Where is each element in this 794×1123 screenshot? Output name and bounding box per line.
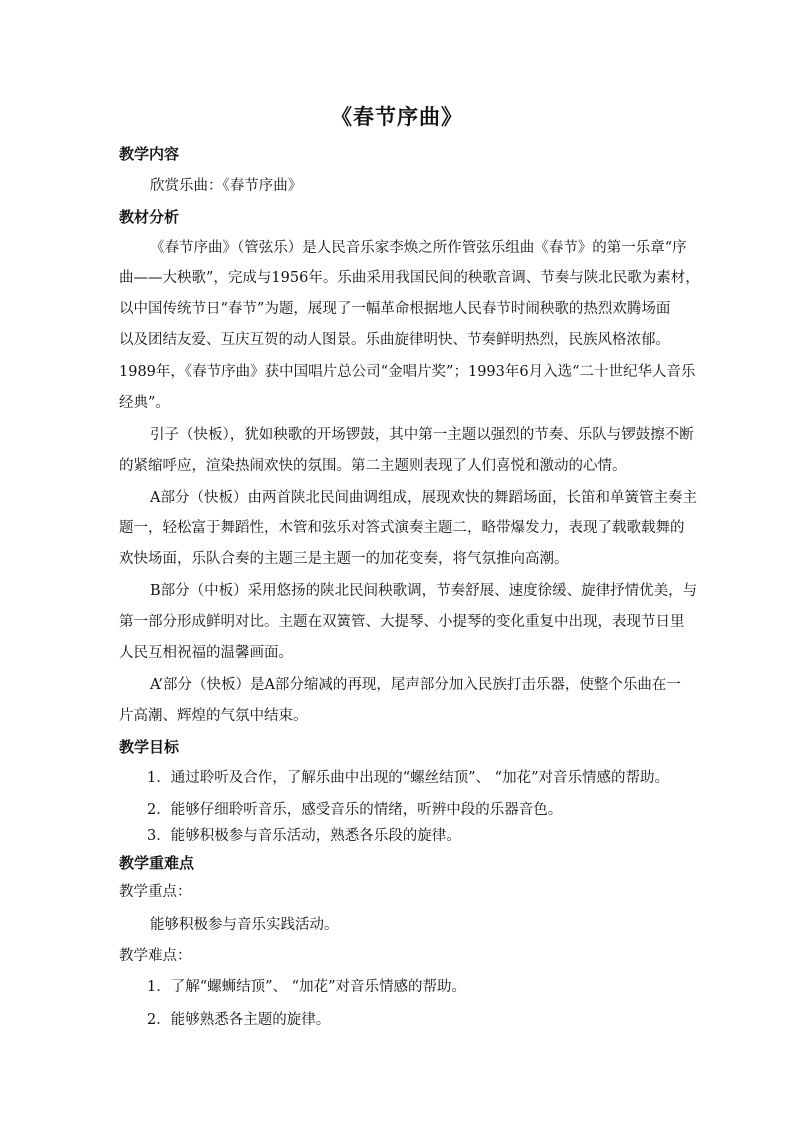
goal-3: 3．能够积极参与音乐活动，熟悉各乐段的旋律。	[147, 828, 461, 844]
analysis-p4-line1: B部分（中板）采用悠扬的陕北民间秧歌调，节奏舒展、速度徐缓、旋律抒情优美，与	[150, 583, 698, 599]
difficulty-2: 2．能够熟悉各主题的旋律。	[147, 1012, 331, 1028]
analysis-p5-line2: 片高潮、辉煌的气氛中结束。	[119, 708, 308, 724]
analysis-p2-line1: 引子（快板），犹如秧歌的开场锣鼓，其中第一主题以强烈的节奏、乐队与锣鼓擦不断	[150, 427, 694, 443]
difficulty-label: 教学难点：	[119, 948, 192, 964]
goal-1: 1．通过聆听及合作，了解乐曲中出现的“螺丝结顶”、 “加花”对音乐情感的帮助。	[147, 770, 669, 786]
heading-key-difficult-points: 教学重难点	[119, 854, 195, 872]
analysis-p1-line6: 经典”。	[119, 395, 170, 411]
heading-material-analysis: 教材分析	[119, 208, 180, 226]
analysis-p4-line3: 人民互相祝福的温馨画面。	[119, 645, 293, 661]
analysis-p1-line1: 《春节序曲》（管弦乐）是人民音乐家李焕之所作管弦乐组曲《春节》的第一乐章“序	[150, 240, 687, 256]
key-point-label: 教学重点：	[119, 884, 192, 900]
difficulty-1: 1．了解“螺蛳结顶”、 “加花”对音乐情感的帮助。	[147, 979, 466, 995]
analysis-p3-line1: A部分（快板）由两首陕北民间曲调组成，展现欢快的舞蹈场面，长笛和单簧管主奏主	[150, 490, 697, 506]
analysis-p4-line2: 第一部分形成鲜明对比。主题在双簧管、大提琴、小提琴的变化重复中出现，表现节日里	[119, 614, 685, 630]
analysis-p1-line5: 1989年，《春节序曲》获中国唱片总公司“金唱片奖”；1993年6月入选“二十世纪华人音乐	[119, 364, 696, 380]
analysis-p2-line2: 的紧缩呼应，渲染热闹欢快的氛围。第二主题则表现了人们喜悦和激动的心情。	[119, 458, 627, 474]
analysis-p3-line3: 欢快场面，乐队合奏的主题三是主题一的加花变奏，将气氛推向高潮。	[119, 551, 569, 567]
heading-teaching-content: 教学内容	[119, 145, 180, 163]
heading-teaching-goals: 教学目标	[119, 738, 180, 756]
analysis-p1-line2: 曲——大秧歌”，完成与1956年。乐曲采用我国民间的秧歌音调、节奏与陕北民歌为素材，	[119, 270, 700, 286]
analysis-p1-line4: 以及团结友爱、互庆互贺的动人图景。乐曲旋律明快、节奏鲜明热烈，民族风格浓郁。	[119, 332, 670, 348]
key-point-text: 能够积极参与音乐实践活动。	[150, 917, 339, 933]
analysis-p3-line2: 题一，轻松富于舞蹈性，木管和弦乐对答式演奏主题二，略带爆发力，表现了载歌载舞的	[119, 520, 685, 536]
goal-2: 2．能够仔细聆听音乐，感受音乐的情绪，听辨中段的乐器音色。	[147, 802, 563, 818]
document-title: 《春节序曲》	[331, 104, 463, 129]
analysis-p1-line3: 以中国传统节日“春节”为题，展现了一幅革命根据地人民春节时闹秧歌的热烈欢腾场面	[119, 301, 671, 317]
content-line: 欣赏乐曲：《春节序曲》	[150, 178, 303, 194]
analysis-p5-line1: A’部分（快板）是A部分缩减的再现，尾声部分加入民族打击乐器，使整个乐曲在一	[150, 677, 681, 693]
